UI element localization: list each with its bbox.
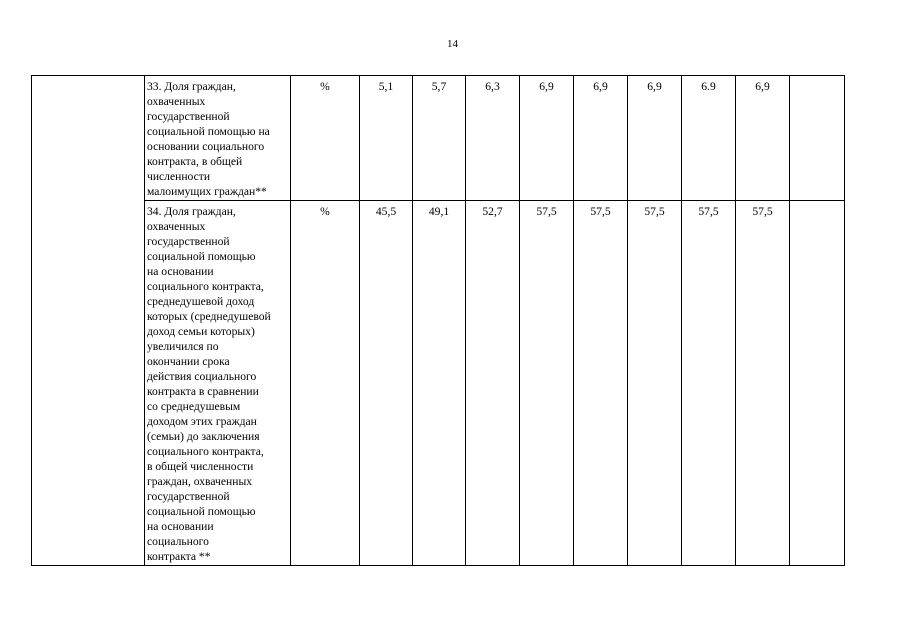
indicator-line: доход семьи которых) (147, 325, 255, 338)
indicator-line: контракта ** (147, 550, 211, 563)
value-cell: 49,1 (413, 201, 466, 566)
indicator-line: на основании (147, 520, 214, 533)
section-cell (32, 76, 145, 566)
indicator-line: контракта в сравнении (147, 385, 259, 398)
indicator-line: доходом этих граждан (147, 415, 257, 428)
indicator-line: со среднедушевым (147, 400, 241, 413)
value-cell: 45,5 (360, 201, 413, 566)
value-cell: 6,9 (628, 76, 682, 201)
indicator-line: численности (147, 170, 211, 183)
indicator-line: социального (147, 535, 209, 548)
value-cell: 6,3 (466, 76, 520, 201)
value-cell: 57,5 (682, 201, 736, 566)
value-cell: 5,1 (360, 76, 413, 201)
value-cell: 57,5 (520, 201, 574, 566)
indicator-line: социальной помощью на (147, 125, 270, 138)
indicator-line: социального контракта, (147, 445, 264, 458)
indicator-line: социальной помощью (147, 505, 256, 518)
table-row (32, 76, 845, 201)
indicator-line: государственной (147, 235, 230, 248)
indicator-line: увеличился по (147, 340, 219, 353)
unit-cell: % (291, 76, 360, 201)
page-number: 14 (447, 38, 458, 50)
indicator-line: в общей численности (147, 460, 254, 473)
indicator-line: охваченных (147, 95, 206, 108)
value-cell: 6,9 (574, 76, 628, 201)
indicator-line: на основании (147, 265, 214, 278)
indicator-line: среднедушевой доход (147, 295, 255, 308)
indicator-line: которых (среднедушевой (147, 310, 271, 323)
value-cell: 57,5 (628, 201, 682, 566)
indicator-line: государственной (147, 110, 230, 123)
indicator-line: основании социального (147, 140, 265, 153)
indicator-cell (145, 76, 291, 201)
value-cell: 6.9 (682, 76, 736, 201)
value-cell: 6,9 (520, 76, 574, 201)
indicator-line: действия социального (147, 370, 257, 383)
empty-cell (790, 201, 845, 566)
indicator-line: социальной помощью (147, 250, 256, 263)
indicators-table (31, 75, 845, 566)
value-cell: 5,7 (413, 76, 466, 201)
indicator-line: граждан, охваченных (147, 475, 253, 488)
indicator-cell (145, 201, 291, 566)
value-cell: 57,5 (574, 201, 628, 566)
indicator-line: 33. Доля граждан, (147, 80, 236, 93)
indicator-line: контракта, в общей (147, 155, 243, 168)
value-cell: 6,9 (736, 76, 790, 201)
indicator-line: малоимущих граждан** (147, 185, 267, 198)
value-cell: 52,7 (466, 201, 520, 566)
indicator-line: охваченных (147, 220, 206, 233)
table-row (32, 201, 845, 566)
indicator-line: социального контракта, (147, 280, 264, 293)
value-cell: 57,5 (736, 201, 790, 566)
indicator-line: государственной (147, 490, 230, 503)
empty-cell (790, 76, 845, 201)
indicator-line: окончании срока (147, 355, 230, 368)
indicator-line: 34. Доля граждан, (147, 205, 236, 218)
unit-cell: % (291, 201, 360, 566)
indicator-line: (семьи) до заключения (147, 430, 260, 443)
